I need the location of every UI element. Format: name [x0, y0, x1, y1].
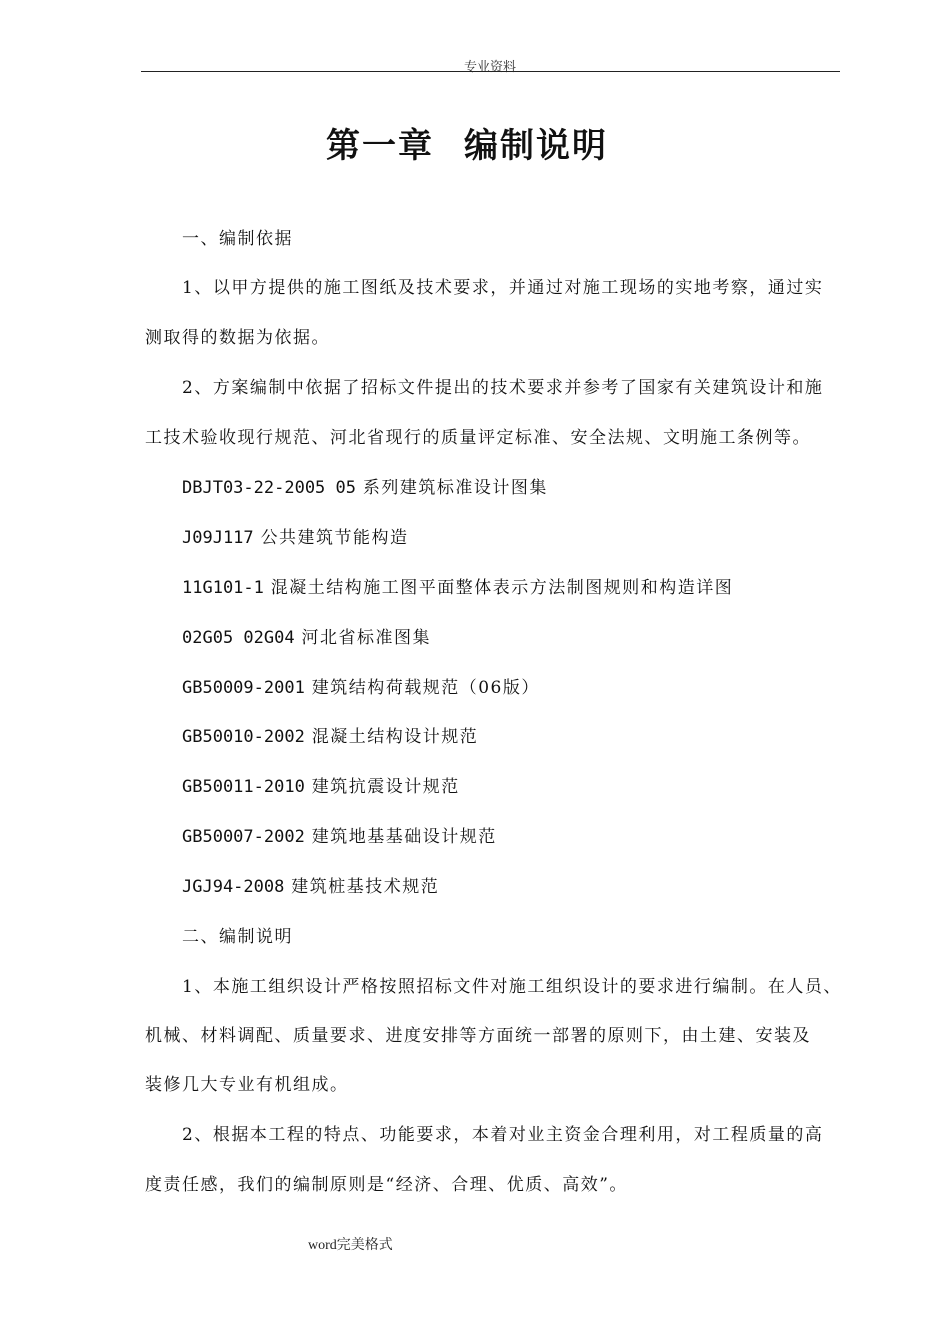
standard-name: 建筑结构荷载规范（06版）	[311, 678, 540, 698]
footer-label: word完美格式	[308, 1238, 393, 1253]
standard-code: GB50007-2002	[182, 827, 305, 847]
standard-item	[182, 627, 431, 649]
standard-code: 11G101-1	[182, 578, 264, 598]
header-label: 专业资料	[463, 60, 516, 75]
standard-code: GB50009-2001	[182, 678, 305, 698]
section-heading: 一、编制依据	[182, 229, 293, 249]
header-divider	[141, 71, 840, 72]
chapter-number: 第一章	[326, 126, 434, 166]
paragraph-line: 2、根据本工程的特点、功能要求，本着对业主资金合理利用，对工程质量的高	[182, 1125, 824, 1145]
standard-item	[182, 776, 460, 798]
standard-item	[182, 826, 497, 848]
standard-name: 建筑地基基础设计规范	[311, 827, 497, 847]
standard-code: GB50010-2002	[182, 727, 305, 747]
standard-code: 02G05 02G04	[182, 628, 295, 648]
standard-item	[182, 876, 439, 898]
paragraph-line: 1、以甲方提供的施工图纸及技术要求，并通过对施工现场的实地考察，通过实	[182, 278, 824, 298]
standard-item	[182, 577, 733, 599]
standard-item	[182, 677, 540, 699]
paragraph-line: 装修几大专业有机组成。	[145, 1075, 349, 1095]
standard-code: JGJ94-2008	[182, 877, 285, 897]
paragraph-line: 测取得的数据为依据。	[145, 328, 330, 348]
chapter-title	[0, 118, 934, 167]
section-heading: 二、编制说明	[182, 927, 293, 947]
standard-code: DBJT03-22-2005 05	[182, 478, 356, 498]
paragraph-line: 机械、材料调配、质量要求、进度安排等方面统一部署的原则下，由土建、安装及	[145, 1026, 811, 1046]
standard-name: 建筑桩基技术规范	[291, 877, 440, 897]
paragraph-line: 2、方案编制中依据了招标文件提出的技术要求并参考了国家有关建筑设计和施	[182, 378, 824, 398]
standard-name: 公共建筑节能构造	[260, 528, 409, 548]
chapter-heading: 编制说明	[464, 126, 608, 166]
paragraph-line: 1、本施工组织设计严格按照招标文件对施工组织设计的要求进行编制。在人员、	[182, 977, 842, 997]
standard-item	[182, 527, 409, 549]
paragraph-line: 度责任感，我们的编制原则是“经济、合理、优质、高效”。	[145, 1175, 628, 1195]
standard-name: 混凝土结构施工图平面整体表示方法制图规则和构造详图	[270, 578, 734, 598]
paragraph-line: 工技术验收现行规范、河北省现行的质量评定标准、安全法规、文明施工条例等。	[145, 428, 811, 448]
standard-name: 系列建筑标准设计图集	[362, 478, 548, 498]
standard-name: 建筑抗震设计规范	[311, 777, 460, 797]
standard-name: 混凝土结构设计规范	[311, 727, 479, 747]
standard-item	[182, 477, 548, 499]
standard-name: 河北省标准图集	[301, 628, 431, 648]
standard-item	[182, 726, 478, 748]
standard-code: J09J117	[182, 528, 254, 548]
standard-code: GB50011-2010	[182, 777, 305, 797]
